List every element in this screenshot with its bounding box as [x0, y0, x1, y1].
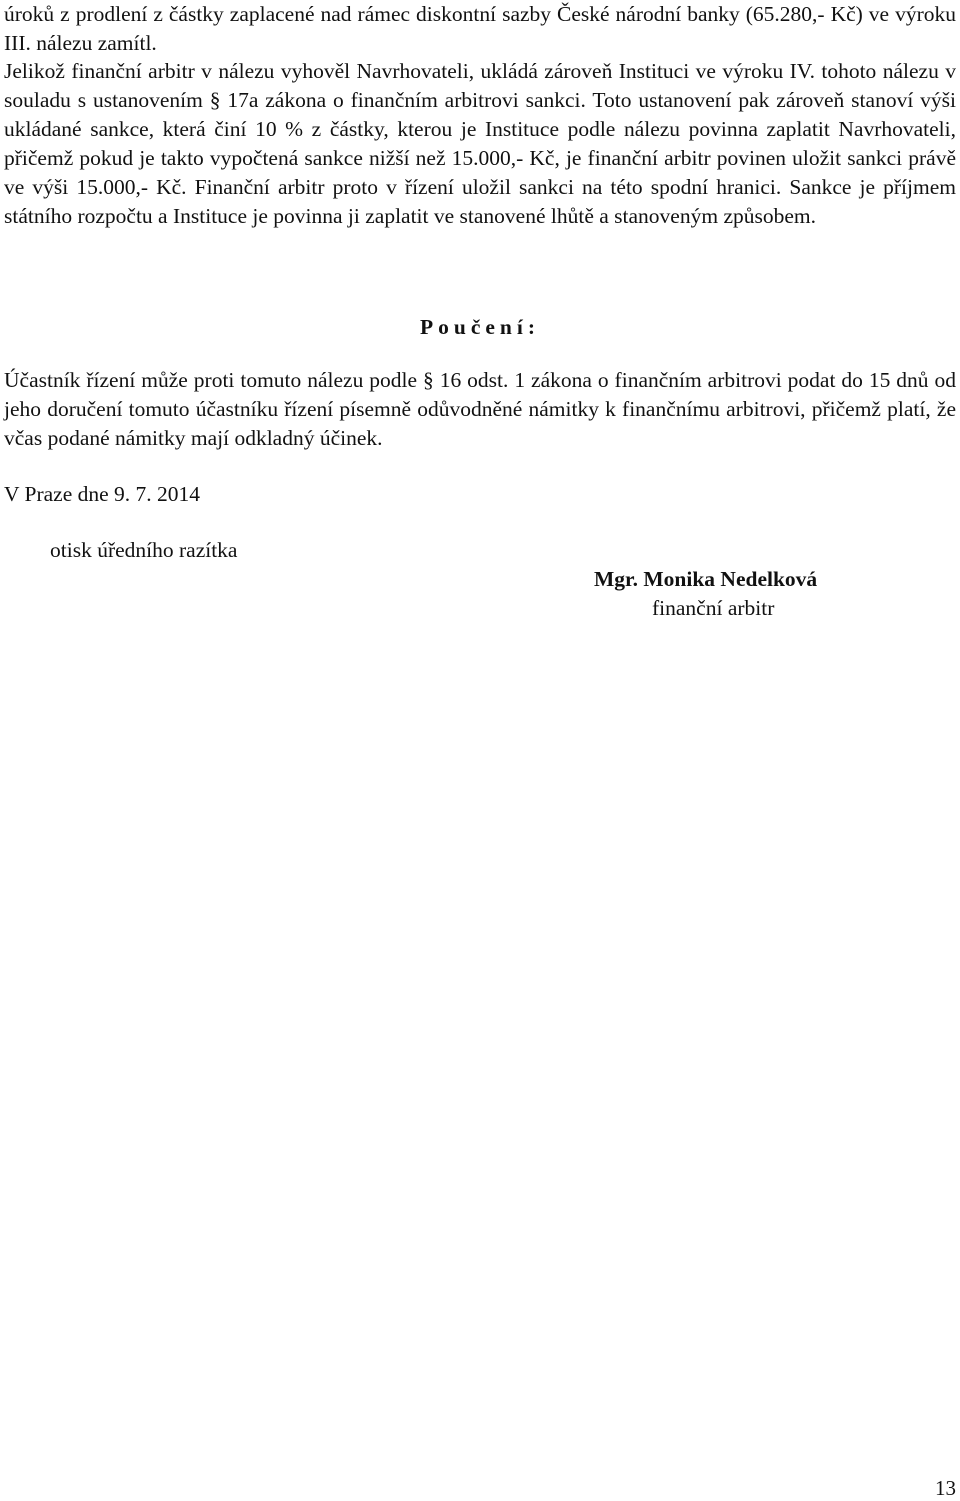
official-stamp-note: otisk úředního razítka — [50, 538, 238, 562]
paragraph-verdict-continuation: úroků z prodlení z částky zaplacené nad rámec diskontní sazby České národní banky (65.280,- Kč) ve výroku III. nálezu zamítl. — [4, 2, 956, 55]
section-heading-instruction: Poučení: — [419, 315, 541, 339]
paragraph-sanction: Jelikož finanční arbitr v nálezu vyhověl Navrhovateli, ukládá zároveň Instituci ve výroku IV. tohoto nálezu v souladu s ustanovením § 17a zákona o finančním arbitrovi sankci. Toto ustanovení pak zároveň stanoví výši ukládané sankce, která činí 10 % z částky, kterou je Instituce podle nálezu povinna zaplatit Navrhovateli, přičemž pokud je takto vypočtená sankce nižší než 15.000,- Kč, je finanční arbitr povinen uložit sankci právě ve výši 15.000,- Kč. Finanční arbitr proto v řízení uložil sankci na této spodní hranici. Sankce je příjmem státního rozpočtu a Instituce je povinna ji zaplatit ve stanovené lhůtě a stanoveným způsobem. — [4, 59, 956, 228]
signature-block — [594, 565, 817, 623]
date-line: V Praze dne 9. 7. 2014 — [4, 482, 201, 506]
signer-name: Mgr. Monika Nedelková — [594, 567, 818, 591]
signer-role: finanční arbitr — [652, 596, 775, 620]
paragraph-appeal-instruction: Účastník řízení může proti tomuto nálezu podle § 16 odst. 1 zákona o finančním arbitrovi podat do 15 dnů od jeho doručení tomuto účastníku řízení písemně odůvodněné námitky k finančnímu arbitrovi, přičemž platí, že včas podané námitky mají odkladný účinek. — [4, 368, 956, 450]
page-number: 13 — [935, 1476, 956, 1500]
